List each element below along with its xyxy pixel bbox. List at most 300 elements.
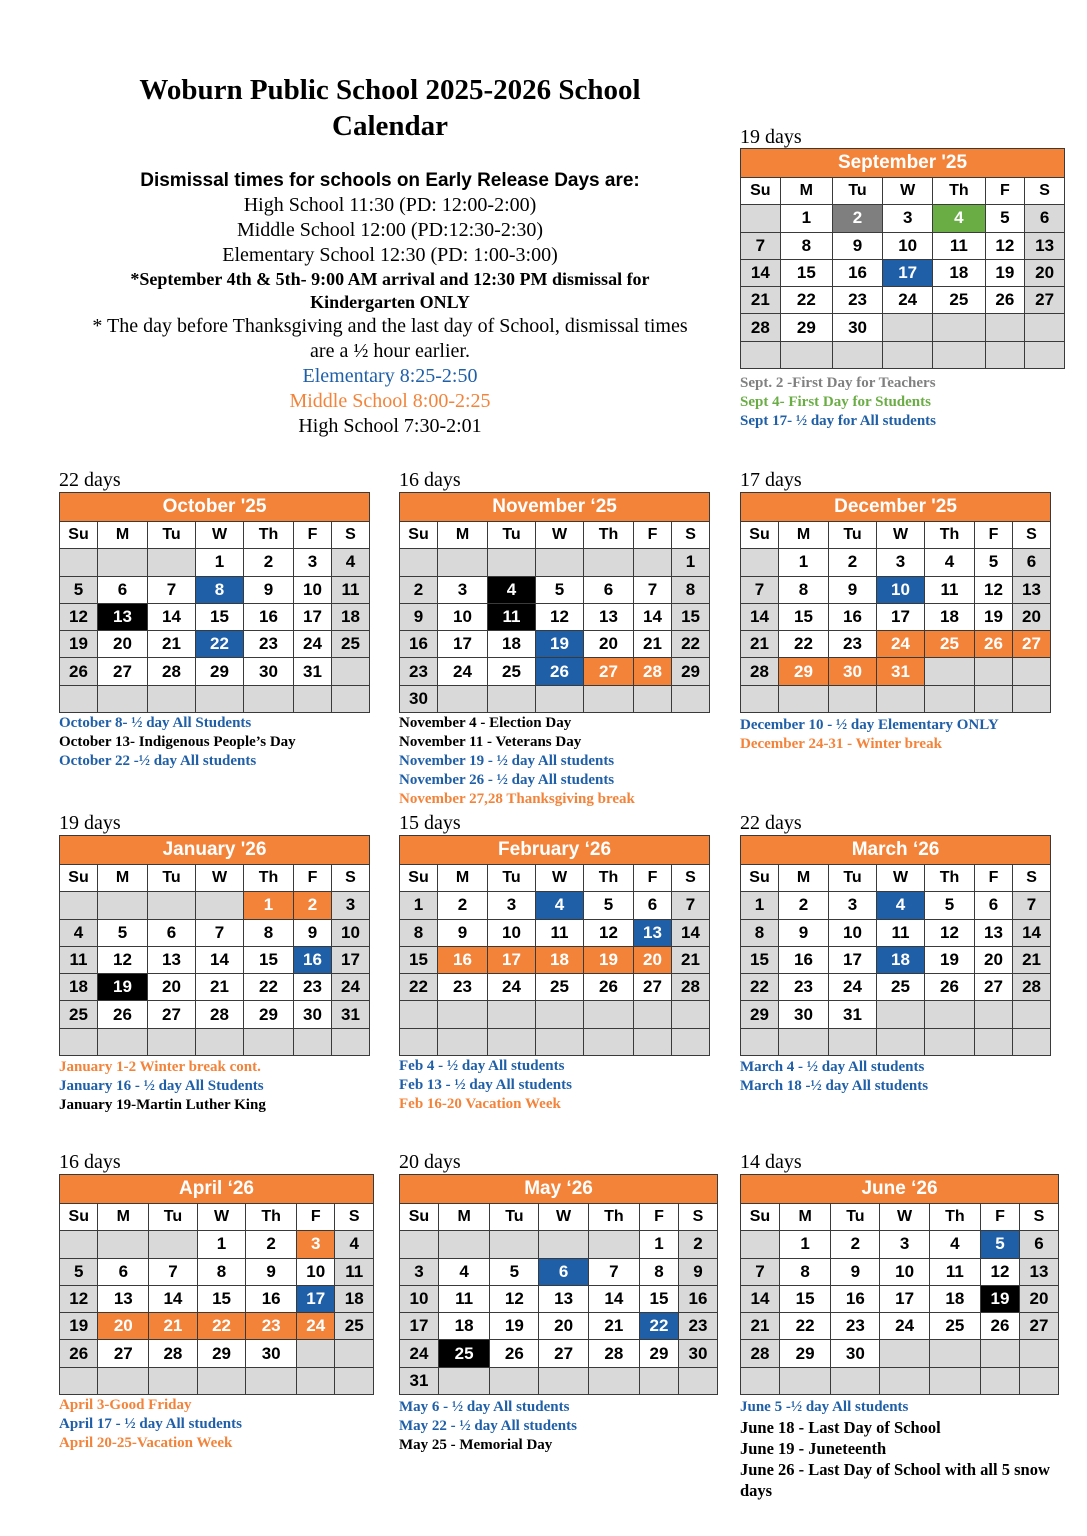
weekday-header: F: [634, 522, 672, 549]
empty-day-cell: [883, 314, 933, 341]
day-cell: 14: [588, 1285, 639, 1312]
empty-day-cell: [196, 892, 244, 919]
day-cell: 25: [929, 1313, 980, 1340]
day-cell: 13: [1013, 576, 1051, 603]
january-notes: [59, 1058, 266, 1115]
weekday-header: Tu: [832, 178, 882, 205]
day-cell: 28: [741, 658, 779, 685]
week-row: [741, 1313, 1059, 1340]
day-cell: 29: [741, 1001, 779, 1028]
may-days-count: 20 days: [399, 1151, 461, 1173]
empty-day-cell: [98, 1367, 149, 1394]
empty-day-cell: [981, 1340, 1020, 1367]
empty-day-cell: [985, 341, 1025, 368]
week-row: [741, 314, 1065, 341]
week-row: [60, 1313, 374, 1340]
high-school-hours: High School 7:30-2:01: [298, 415, 482, 437]
empty-day-cell: [672, 1028, 710, 1055]
day-cell: 25: [877, 974, 925, 1001]
day-cell: 9: [779, 919, 829, 946]
day-cell: 22: [780, 287, 832, 314]
day-cell: 4: [60, 919, 98, 946]
empty-day-cell: [780, 341, 832, 368]
day-cell: 22: [779, 631, 829, 658]
day-cell: 2: [438, 892, 488, 919]
weekday-header: Th: [584, 865, 634, 892]
day-cell: 3: [829, 892, 877, 919]
week-row: [741, 974, 1051, 1001]
day-cell: 29: [640, 1340, 679, 1367]
calendar-note: Feb 16-20 Vacation Week: [399, 1096, 561, 1112]
empty-day-cell: [588, 1231, 639, 1258]
day-cell: 31: [877, 658, 925, 685]
day-cell: 22: [197, 1313, 246, 1340]
day-cell: 6: [98, 576, 148, 603]
day-cell: 12: [536, 603, 584, 630]
weekday-header: Th: [244, 865, 294, 892]
calendar-note: May 6 - ½ day All students: [399, 1399, 570, 1415]
weekday-header: Th: [933, 178, 985, 205]
day-cell: 20: [584, 631, 634, 658]
calendar-note: June 5 -½ day All students: [740, 1399, 909, 1415]
day-cell: 26: [536, 658, 584, 685]
week-row: [741, 685, 1051, 712]
weekday-header: Th: [925, 865, 975, 892]
week-row: [400, 1028, 710, 1055]
day-cell: 23: [294, 974, 332, 1001]
day-cell: 23: [438, 974, 488, 1001]
day-cell: 1: [196, 549, 244, 576]
february-notes: [399, 1057, 572, 1114]
day-cell: 9: [678, 1258, 717, 1285]
day-cell: 26: [975, 631, 1013, 658]
october-month-header: October '25: [60, 493, 370, 522]
weekday-header: S: [1025, 178, 1065, 205]
april-notes: [59, 1396, 242, 1453]
day-cell: 27: [98, 658, 148, 685]
day-cell: 19: [60, 631, 98, 658]
weekday-header: Th: [929, 1204, 980, 1231]
day-cell: 6: [1019, 1231, 1058, 1258]
day-cell: 12: [981, 1258, 1020, 1285]
day-cell: 19: [985, 259, 1025, 286]
day-cell: 5: [981, 1231, 1020, 1258]
day-cell: 5: [98, 919, 148, 946]
day-cell: 15: [640, 1285, 679, 1312]
empty-day-cell: [488, 549, 536, 576]
day-cell: 22: [244, 974, 294, 1001]
empty-day-cell: [975, 658, 1013, 685]
day-cell: 28: [672, 974, 710, 1001]
empty-day-cell: [832, 341, 882, 368]
september-calendar: [740, 148, 1065, 369]
day-cell: 1: [672, 549, 710, 576]
thanksgiving-note-line-1: * The day before Thanksgiving and the last day of School, dismissal times: [92, 315, 688, 337]
weekday-header: Su: [741, 522, 779, 549]
day-cell: 3: [488, 892, 536, 919]
day-cell: 21: [149, 1313, 198, 1340]
april-days-count: 16 days: [59, 1151, 121, 1173]
empty-day-cell: [490, 1367, 539, 1394]
empty-day-cell: [925, 658, 975, 685]
empty-day-cell: [880, 1367, 929, 1394]
empty-day-cell: [244, 685, 294, 712]
week-row: [741, 232, 1065, 259]
empty-day-cell: [779, 685, 829, 712]
day-cell: 7: [741, 576, 779, 603]
day-cell: 4: [933, 205, 985, 232]
day-cell: 28: [741, 314, 781, 341]
day-cell: 2: [294, 892, 332, 919]
weekday-header: W: [196, 522, 244, 549]
day-cell: 6: [634, 892, 672, 919]
empty-day-cell: [60, 549, 98, 576]
day-cell: 28: [148, 658, 196, 685]
calendar-note: December 24-31 - Winter break: [740, 736, 942, 752]
empty-day-cell: [400, 1028, 438, 1055]
day-cell: 10: [880, 1258, 929, 1285]
empty-day-cell: [779, 1367, 830, 1394]
empty-day-cell: [933, 341, 985, 368]
day-cell: 15: [672, 603, 710, 630]
day-cell: 15: [196, 603, 244, 630]
calendar-note: January 19-Martin Luther King: [59, 1097, 266, 1113]
day-cell: 2: [779, 892, 829, 919]
day-cell: 2: [831, 1231, 880, 1258]
weekday-header: S: [1013, 522, 1051, 549]
day-cell: 23: [678, 1313, 717, 1340]
week-row: [741, 1340, 1059, 1367]
empty-day-cell: [985, 314, 1025, 341]
calendar-note: November 26 - ½ day All students: [399, 772, 615, 788]
week-row: [400, 1285, 718, 1312]
day-cell: 6: [1013, 549, 1051, 576]
day-cell: 23: [832, 287, 882, 314]
weekday-header: F: [975, 865, 1013, 892]
day-cell: 18: [925, 603, 975, 630]
day-cell: 11: [335, 1258, 374, 1285]
day-cell: 26: [490, 1340, 539, 1367]
day-cell: 9: [829, 576, 877, 603]
day-cell: 14: [741, 603, 779, 630]
week-row: [741, 1285, 1059, 1312]
weekday-header: S: [672, 522, 710, 549]
week-row: [60, 576, 370, 603]
day-cell: 25: [332, 631, 370, 658]
day-cell: 18: [335, 1285, 374, 1312]
day-cell: 15: [780, 259, 832, 286]
day-cell: 9: [438, 919, 488, 946]
week-row: [741, 631, 1051, 658]
day-cell: 20: [98, 631, 148, 658]
weekday-header: W: [536, 522, 584, 549]
day-cell: 23: [829, 631, 877, 658]
day-cell: 30: [829, 658, 877, 685]
day-cell: 27: [98, 1340, 149, 1367]
weekday-header: W: [197, 1204, 246, 1231]
calendar-note: Feb 13 - ½ day All students: [399, 1077, 572, 1093]
week-row: [60, 1001, 370, 1028]
empty-day-cell: [490, 1231, 539, 1258]
june-month-header: June ‘26: [741, 1175, 1059, 1204]
empty-day-cell: [883, 341, 933, 368]
day-cell: 27: [539, 1340, 588, 1367]
weekday-header: Tu: [490, 1204, 539, 1231]
day-cell: 11: [60, 946, 98, 973]
day-cell: 17: [829, 946, 877, 973]
day-cell: 18: [536, 946, 584, 973]
week-row: [400, 576, 710, 603]
day-cell: 19: [981, 1285, 1020, 1312]
day-cell: 22: [672, 631, 710, 658]
day-cell: 13: [1019, 1258, 1058, 1285]
weekday-header: M: [779, 522, 829, 549]
day-cell: 31: [400, 1367, 439, 1394]
empty-day-cell: [877, 685, 925, 712]
day-cell: 24: [400, 1340, 439, 1367]
day-cell: 16: [246, 1285, 297, 1312]
calendar-note: Sept 4- First Day for Students: [740, 394, 931, 410]
january-month-header: January '26: [60, 836, 370, 865]
day-cell: 8: [640, 1258, 679, 1285]
day-cell: 25: [335, 1313, 374, 1340]
calendar-note: January 1-2 Winter break cont.: [59, 1059, 261, 1075]
day-cell: 14: [1013, 919, 1051, 946]
day-cell: 4: [332, 549, 370, 576]
day-cell: 5: [60, 1258, 98, 1285]
day-cell: 30: [832, 314, 882, 341]
empty-day-cell: [488, 1001, 536, 1028]
day-cell: 17: [880, 1285, 929, 1312]
day-cell: 1: [780, 205, 832, 232]
weekday-header: W: [196, 865, 244, 892]
calendar-note: Sept. 2 -First Day for Teachers: [740, 375, 936, 391]
day-cell: 4: [335, 1231, 374, 1258]
week-row: [400, 946, 710, 973]
weekday-header: F: [975, 522, 1013, 549]
day-cell: 4: [929, 1231, 980, 1258]
june-days-count: 14 days: [740, 1151, 802, 1173]
week-row: [60, 631, 370, 658]
calendar-note: November 11 - Veterans Day: [399, 734, 582, 750]
day-cell: 3: [400, 1258, 439, 1285]
day-cell: 26: [98, 1001, 148, 1028]
empty-day-cell: [149, 1367, 198, 1394]
day-cell: 7: [148, 576, 196, 603]
day-cell: 14: [634, 603, 672, 630]
day-cell: 3: [883, 205, 933, 232]
day-cell: 16: [678, 1285, 717, 1312]
day-cell: 22: [196, 631, 244, 658]
empty-day-cell: [672, 685, 710, 712]
day-cell: 20: [975, 946, 1013, 973]
empty-day-cell: [829, 685, 877, 712]
day-cell: 3: [296, 1231, 334, 1258]
day-cell: 17: [877, 603, 925, 630]
calendar-note: June 18 - Last Day of School: [740, 1418, 941, 1437]
day-cell: 12: [98, 946, 148, 973]
week-row: [60, 685, 370, 712]
day-cell: 14: [196, 946, 244, 973]
weekday-header: W: [536, 865, 584, 892]
day-cell: 6: [539, 1258, 588, 1285]
june-notes: [740, 1398, 1050, 1501]
empty-day-cell: [438, 1367, 489, 1394]
calendar-note: November 19 - ½ day All students: [399, 753, 615, 769]
empty-day-cell: [634, 549, 672, 576]
day-cell: 3: [438, 576, 488, 603]
weekday-header: Tu: [148, 865, 196, 892]
day-cell: 28: [588, 1340, 639, 1367]
day-cell: 21: [148, 631, 196, 658]
empty-day-cell: [925, 1001, 975, 1028]
may-month-header: May ‘26: [400, 1175, 718, 1204]
day-cell: 29: [196, 658, 244, 685]
day-cell: 1: [400, 892, 438, 919]
empty-day-cell: [877, 1001, 925, 1028]
week-row: [60, 974, 370, 1001]
elementary-hours: Elementary 8:25-2:50: [302, 365, 478, 387]
week-row: [400, 974, 710, 1001]
day-cell: 4: [877, 892, 925, 919]
empty-day-cell: [438, 685, 488, 712]
march-notes: [740, 1058, 928, 1096]
day-cell: 16: [438, 946, 488, 973]
day-cell: 2: [678, 1231, 717, 1258]
weekday-header: F: [294, 522, 332, 549]
day-cell: 17: [883, 259, 933, 286]
day-cell: 19: [60, 1313, 98, 1340]
weekday-header: M: [438, 522, 488, 549]
empty-day-cell: [539, 1367, 588, 1394]
day-cell: 21: [672, 946, 710, 973]
week-row: [400, 658, 710, 685]
day-cell: 24: [488, 974, 536, 1001]
week-row: [400, 685, 710, 712]
weekday-header: Tu: [149, 1204, 198, 1231]
weekday-header: Tu: [488, 865, 536, 892]
weekday-header: Su: [741, 178, 781, 205]
day-cell: 28: [1013, 974, 1051, 1001]
elementary-school-dismissal: Elementary School 12:30 (PD: 1:00-3:00): [222, 244, 558, 266]
day-cell: 18: [933, 259, 985, 286]
empty-day-cell: [60, 1367, 98, 1394]
week-row: [60, 919, 370, 946]
weekday-header: S: [332, 522, 370, 549]
high-school-dismissal: High School 11:30 (PD: 12:00-2:00): [243, 194, 537, 216]
week-row: [400, 1231, 718, 1258]
day-cell: 29: [779, 1340, 830, 1367]
calendar-note: November 27,28 Thanksgiving break: [399, 791, 635, 807]
empty-day-cell: [741, 1367, 780, 1394]
day-cell: 20: [1013, 603, 1051, 630]
week-row: [60, 549, 370, 576]
day-cell: 10: [877, 576, 925, 603]
day-cell: 12: [584, 919, 634, 946]
day-cell: 17: [438, 631, 488, 658]
empty-day-cell: [877, 1028, 925, 1055]
empty-day-cell: [880, 1340, 929, 1367]
day-cell: 7: [588, 1258, 639, 1285]
day-cell: 2: [400, 576, 438, 603]
empty-day-cell: [678, 1367, 717, 1394]
day-cell: 26: [60, 1340, 98, 1367]
weekday-header: W: [539, 1204, 588, 1231]
empty-day-cell: [98, 685, 148, 712]
week-row: [60, 946, 370, 973]
weekday-header: S: [672, 865, 710, 892]
weekday-header: F: [640, 1204, 679, 1231]
empty-day-cell: [438, 1231, 489, 1258]
day-cell: 31: [332, 1001, 370, 1028]
empty-day-cell: [400, 1001, 438, 1028]
day-cell: 16: [831, 1285, 880, 1312]
empty-day-cell: [98, 549, 148, 576]
week-row: [60, 1367, 374, 1394]
day-cell: 30: [400, 685, 438, 712]
empty-day-cell: [148, 549, 196, 576]
day-cell: 23: [779, 974, 829, 1001]
empty-day-cell: [981, 1367, 1020, 1394]
empty-day-cell: [196, 1028, 244, 1055]
day-cell: 1: [197, 1231, 246, 1258]
empty-day-cell: [975, 1001, 1013, 1028]
november-month-header: November ‘25: [400, 493, 710, 522]
day-cell: 24: [880, 1313, 929, 1340]
day-cell: 5: [985, 205, 1025, 232]
day-cell: 7: [741, 232, 781, 259]
september-notes: [740, 374, 936, 431]
calendar-note: June 26 - Last Day of School with all 5 snow days: [740, 1460, 1050, 1500]
weekday-header: M: [780, 178, 832, 205]
empty-day-cell: [488, 1028, 536, 1055]
weekday-header: S: [1013, 865, 1051, 892]
calendar-note: May 22 - ½ day All students: [399, 1418, 577, 1434]
week-row: [400, 1313, 718, 1340]
empty-day-cell: [536, 549, 584, 576]
weekday-header: M: [98, 1204, 149, 1231]
calendar-note: March 4 - ½ day All students: [740, 1059, 925, 1075]
calendar-note: June 19 - Juneteenth: [740, 1439, 887, 1458]
week-row: [741, 1001, 1051, 1028]
empty-day-cell: [640, 1367, 679, 1394]
day-cell: 21: [1013, 946, 1051, 973]
day-cell: 1: [640, 1231, 679, 1258]
empty-day-cell: [741, 549, 779, 576]
calendar-note: April 20-25-Vacation Week: [59, 1435, 233, 1451]
day-cell: 22: [400, 974, 438, 1001]
day-cell: 27: [975, 974, 1013, 1001]
day-cell: 9: [832, 232, 882, 259]
day-cell: 23: [400, 658, 438, 685]
empty-day-cell: [60, 1231, 98, 1258]
calendar-note: March 18 -½ day All students: [740, 1078, 929, 1094]
day-cell: 5: [490, 1258, 539, 1285]
february-days-count: 15 days: [399, 812, 461, 834]
day-cell: 7: [149, 1258, 198, 1285]
day-cell: 27: [1019, 1313, 1058, 1340]
empty-day-cell: [741, 1028, 779, 1055]
empty-day-cell: [148, 892, 196, 919]
may-notes: [399, 1398, 577, 1455]
day-cell: 16: [829, 603, 877, 630]
weekday-header: M: [779, 865, 829, 892]
week-row: [400, 549, 710, 576]
weekday-header: Su: [400, 865, 438, 892]
september-days-count: 19 days: [740, 126, 802, 148]
week-row: [741, 1028, 1051, 1055]
empty-day-cell: [925, 1028, 975, 1055]
